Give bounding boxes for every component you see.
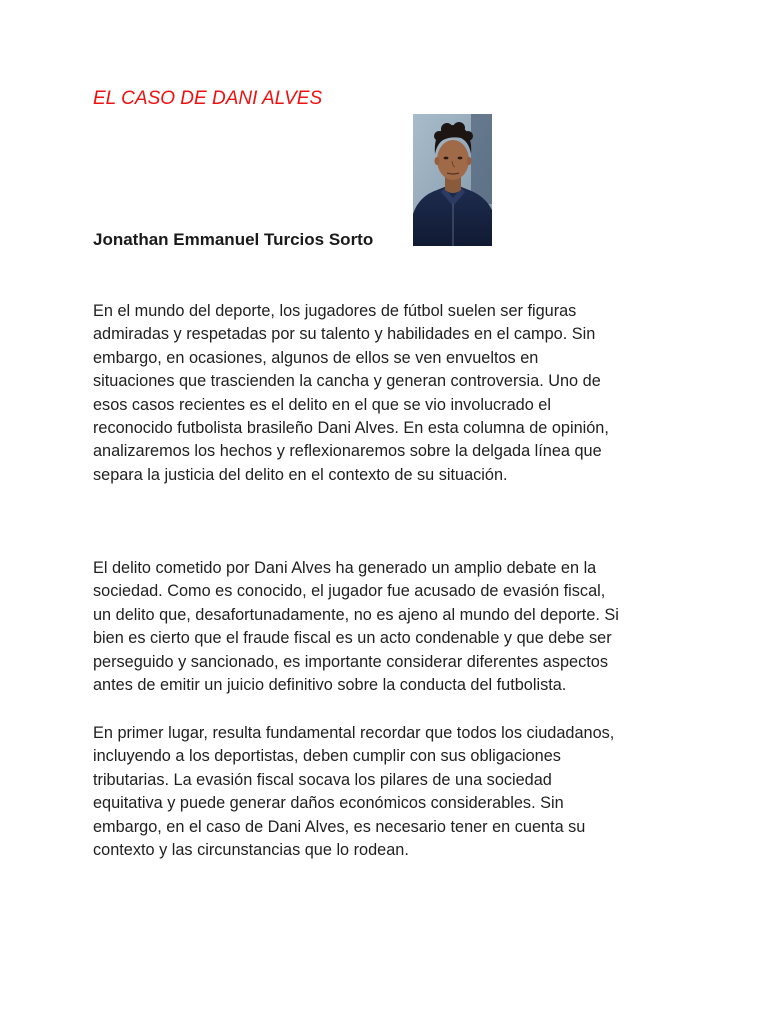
paragraph-1: En el mundo del deporte, los jugadores de fútbol suelen ser figuras admiradas y respetadas por su talento y habilidades en el campo. Sin embargo, en ocasiones, algunos de ellos se ven envueltos en situaciones que trascienden la cancha y generan controversia. Uno de esos casos recientes es el delito en el que se vio involucrado el reconocido futbolista brasileño Dani Alves. En esta columna de opinión, analizaremos los hechos y reflexionaremos sobre la delgada línea que separa la justicia del delito en el contexto de su situación. (93, 302, 609, 484)
author-portrait-image (413, 114, 492, 246)
author-name: Jonathan Emmanuel Turcios Sorto (93, 230, 374, 249)
paragraph-2: El delito cometido por Dani Alves ha generado un amplio debate en la sociedad. Como es conocido, el jugador fue acusado de evasión fiscal, un delito que, desafortunadamente, no es ajeno al mundo del deporte. Si bien es cierto que el fraude fiscal es un acto condenable y que debe ser perseguido y sancionado, es importante considerar diferentes aspectos antes de emitir un juicio definitivo sobre la conducta del futbolista. (93, 559, 619, 695)
author-photo (413, 114, 492, 246)
paragraph-3: En primer lugar, resulta fundamental recordar que todos los ciudadanos, incluyendo a los deportistas, deben cumplir con sus obligaciones tributarias. La evasión fiscal socava los pilares de una sociedad equitativa y puede generar daños económicos considerables. Sin embargo, en el caso de Dani Alves, es necesario tener en cuenta su contexto y las circunstancias que lo rodean. (93, 724, 615, 860)
document-title: EL CASO DE DANI ALVES (93, 88, 323, 109)
